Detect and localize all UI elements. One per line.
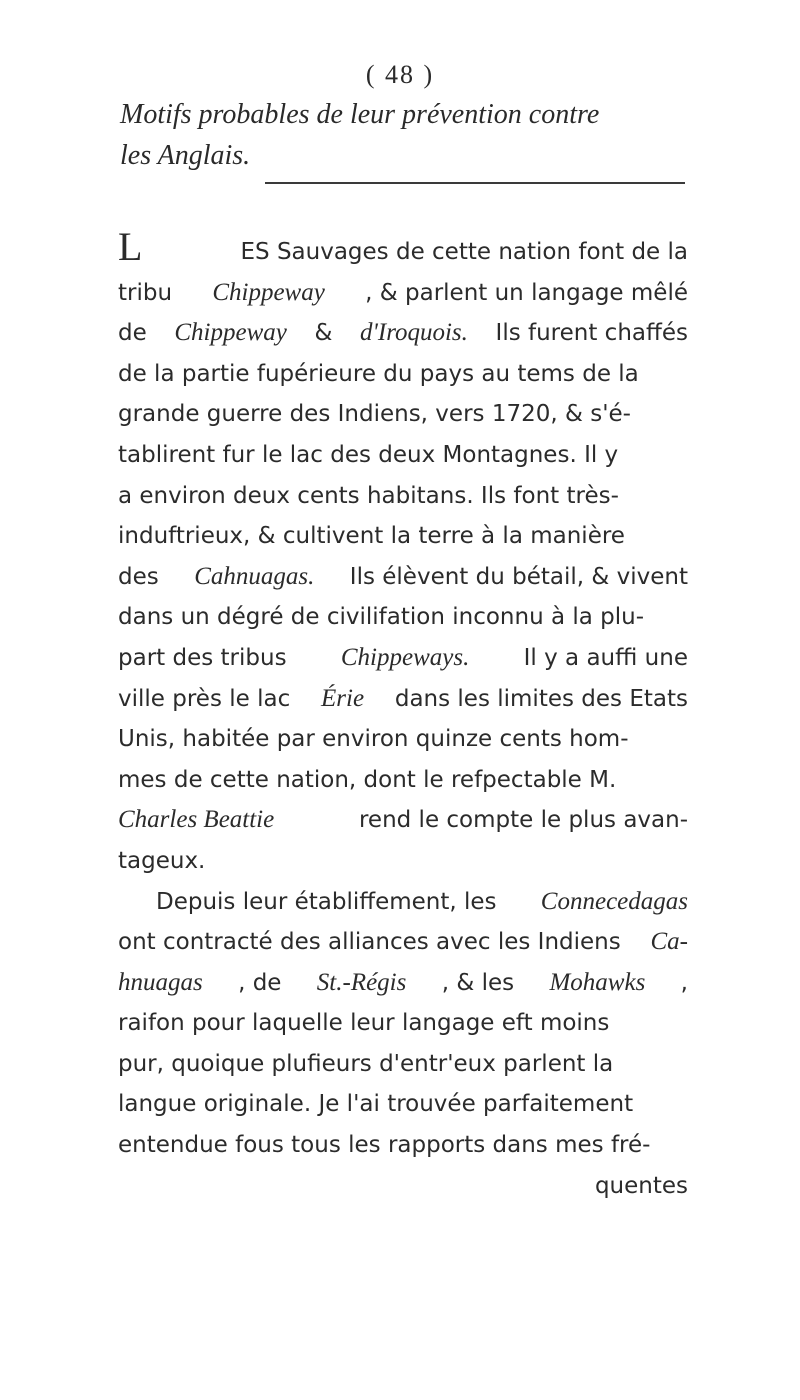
- line-content: [118, 963, 688, 1004]
- text-segment: ville près le lac: [118, 685, 291, 712]
- line-content: [118, 224, 688, 273]
- text-segment: des: [118, 563, 159, 590]
- text-line: [118, 719, 688, 760]
- text-segment: pur, quoique plufieurs d'entr'eux parlent la: [118, 1050, 614, 1077]
- text-line: [118, 1125, 688, 1166]
- text-segment: dans les limites des Etats: [394, 685, 688, 712]
- text-segment: , & les: [441, 969, 515, 996]
- text-segment: raifon pour laquelle leur langage eft moins: [118, 1010, 610, 1037]
- text-segment: , de: [238, 969, 282, 996]
- line-content: [118, 638, 688, 679]
- section-title-line-2: les Anglais.: [120, 139, 251, 171]
- text-segment: Ils élèvent du bétail, & vivent: [349, 563, 688, 590]
- italic-term: Chippeway: [174, 319, 287, 347]
- text-line: [118, 841, 688, 882]
- text-segment: Depuis leur établiffement, les: [156, 888, 497, 915]
- line-content: [156, 882, 688, 923]
- line-content: [118, 679, 688, 720]
- section-title-line-1: Motifs probables de leur prévention contre: [120, 99, 600, 130]
- text-line: [118, 516, 688, 557]
- text-segment: mes de cette nation, dont le refpectable M.: [118, 766, 617, 793]
- italic-term: Mohawks: [549, 968, 646, 996]
- page-number: ( 48 ): [365, 60, 435, 89]
- text-line: [118, 224, 688, 273]
- text-line: [118, 313, 688, 354]
- text-segment: tablirent fur le lac des deux Montagnes. Il y: [118, 441, 619, 468]
- italic-term: Chippeway: [212, 278, 325, 306]
- text-segment: part des tribus: [118, 644, 287, 671]
- text-segment: ES Sauvages de cette nation font de la: [240, 239, 688, 265]
- text-segment: entendue fous tous les rapports dans mes fré-: [118, 1132, 651, 1159]
- text-line: [118, 435, 688, 476]
- line-content: [118, 557, 688, 598]
- text-segment: tribu: [118, 279, 173, 306]
- text-segment: a environ deux cents habitans. Ils font très-: [118, 482, 619, 509]
- text-line: [118, 597, 688, 638]
- text-line: [118, 882, 688, 923]
- text-line: [118, 1044, 688, 1085]
- text-segment: langue originale. Je l'ai trouvée parfaitement: [118, 1091, 634, 1118]
- text-line: [118, 679, 688, 720]
- text-segment: rend le compte le plus avan-: [358, 807, 688, 834]
- text-line: [118, 394, 688, 435]
- text-segment: dans un dégré de civilifation inconnu à la plu-: [118, 604, 645, 631]
- text-segment: de la partie fupérieure du pays au tems de la: [118, 360, 639, 387]
- text-line: [118, 476, 688, 517]
- italic-term: Chippeways.: [340, 643, 470, 671]
- title-rule: [265, 182, 685, 184]
- text-line: [118, 922, 688, 963]
- text-segment: de: [118, 320, 147, 347]
- line-content: [118, 313, 688, 354]
- italic-term: Érie: [321, 684, 365, 712]
- catchword-line: [118, 1166, 688, 1207]
- text-segment: ont contracté des alliances avec les Indiens: [118, 929, 621, 956]
- text-segment: &: [314, 320, 333, 347]
- text-line: [118, 273, 688, 314]
- italic-term: d'Iroquois.: [360, 319, 468, 347]
- italic-term: Charles Beattie: [118, 806, 275, 834]
- italic-term: Connecedagas: [540, 887, 688, 915]
- italic-term: Ca-: [650, 928, 688, 956]
- italic-term: Cahnuagas.: [194, 562, 315, 590]
- text-line: [118, 800, 688, 841]
- catchword: quentes: [594, 1172, 688, 1199]
- line-content: [118, 273, 688, 314]
- section-title: [120, 95, 720, 176]
- line-content: [118, 800, 688, 841]
- text-segment: tageux.: [118, 847, 206, 874]
- text-line: [118, 760, 688, 801]
- text-line: [118, 1084, 688, 1125]
- text-segment: , & parlent un langage mêlé: [365, 279, 688, 306]
- drop-cap: L: [118, 224, 143, 269]
- text-segment: Il y a auffi une: [523, 644, 688, 671]
- italic-term: St.-Régis: [316, 968, 407, 996]
- text-segment: ,: [680, 969, 688, 996]
- text-line: [118, 354, 688, 395]
- italic-term: hnuagas: [118, 968, 203, 996]
- text-segment: induftrieux, & cultivent la terre à la manière: [118, 523, 625, 550]
- text-segment: Ils furent chaffés: [495, 320, 688, 347]
- body-text: [118, 224, 688, 1206]
- text-line: [118, 638, 688, 679]
- text-line: [118, 963, 688, 1004]
- text-segment: grande guerre des Indiens, vers 1720, & s'é-: [118, 401, 631, 428]
- line-content: [118, 922, 688, 963]
- text-segment: Unis, habitée par environ quinze cents hom-: [118, 726, 629, 753]
- text-line: [118, 557, 688, 598]
- text-line: [118, 1003, 688, 1044]
